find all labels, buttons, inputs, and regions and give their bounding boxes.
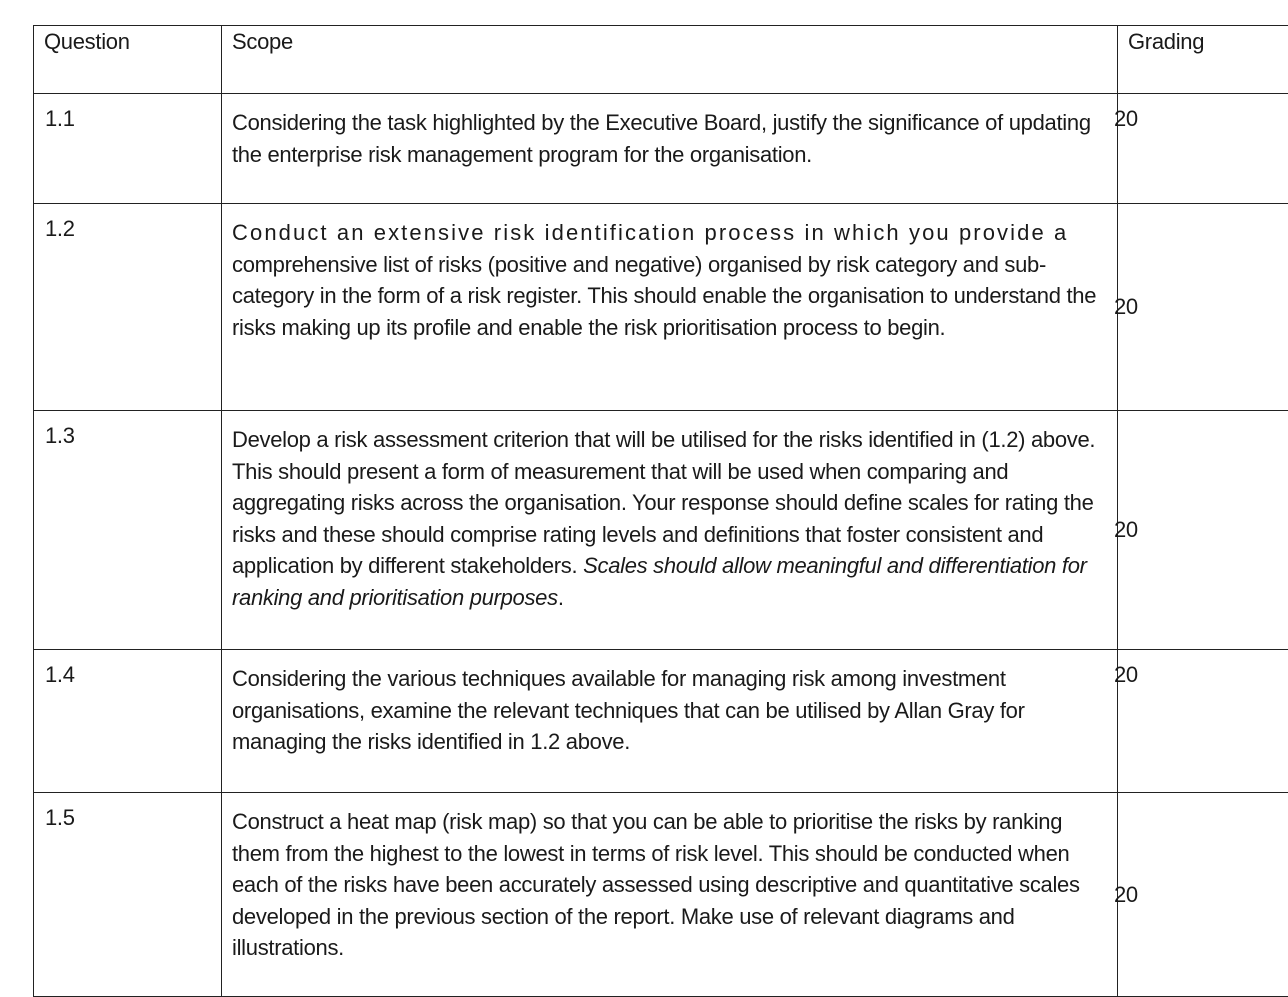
question-column-header: Question (34, 26, 222, 94)
question-scope (222, 204, 1118, 411)
assignment-questions-table (33, 25, 1288, 997)
question-scope: Considering the various techniques available for managing risk among investment organisations, examine the relevant techniques that can be utilised by Allan Gray for managing the risks identified in 1.2 above. (222, 650, 1118, 793)
table-row (34, 650, 1288, 793)
grading-column-header: Grading (1118, 26, 1288, 94)
grade-value: 20 (1114, 659, 1138, 691)
table-row (34, 411, 1288, 650)
question-grade (1118, 650, 1288, 793)
scope-lead-line: Conduct an extensive risk identification process in which you provide a (232, 220, 1068, 245)
question-number: 1.2 (34, 204, 222, 411)
table-header-row (34, 26, 1288, 94)
grade-value: 20 (1114, 103, 1138, 135)
question-number: 1.3 (34, 411, 222, 650)
question-grade (1118, 94, 1288, 204)
grade-value: 20 (1114, 514, 1138, 546)
grade-value: 20 (1114, 291, 1138, 323)
scope-column-header: Scope (222, 26, 1118, 94)
question-scope (222, 411, 1118, 650)
question-scope: Construct a heat map (risk map) so that you can be able to prioritise the risks by ranking them from the highest to the lowest in terms of risk level. This should be conducted when each of the risks have been accurately assessed using descriptive and quantitative scales developed in the previous section of the report. Make use of relevant diagrams and illustrations. (222, 793, 1118, 997)
scope-text: comprehensive list of risks (positive and negative) organised by risk category and sub-category in the form of a risk register. This should enable the organisation to understand the risks making up its profile and enable the risk prioritisation process to begin. (232, 252, 1096, 340)
question-number: 1.5 (34, 793, 222, 997)
question-number: 1.1 (34, 94, 222, 204)
table-row (34, 204, 1288, 411)
question-number: 1.4 (34, 650, 222, 793)
question-grade (1118, 411, 1288, 650)
question-scope: Considering the task highlighted by the Executive Board, justify the significance of updating the enterprise risk management program for the organisation. (222, 94, 1118, 204)
table-row (34, 94, 1288, 204)
scope-end: . (558, 585, 564, 610)
scope-italic-text: Scales should allow meaningful and differentiation for ranking and prioritisation purposes (232, 553, 1087, 610)
table-row (34, 793, 1288, 997)
question-grade (1118, 793, 1288, 997)
grade-value: 20 (1114, 879, 1138, 911)
scope-text: Develop a risk assessment criterion that will be utilised for the risks identified in (1.2) above. This should present a form of measurement that will be used when comparing and aggregating risks across the organisation. Your response should define scales for rating the risks and these should comprise rating levels and definitions that foster consistent and application by different stakeholders. (232, 427, 1095, 578)
question-grade (1118, 204, 1288, 411)
